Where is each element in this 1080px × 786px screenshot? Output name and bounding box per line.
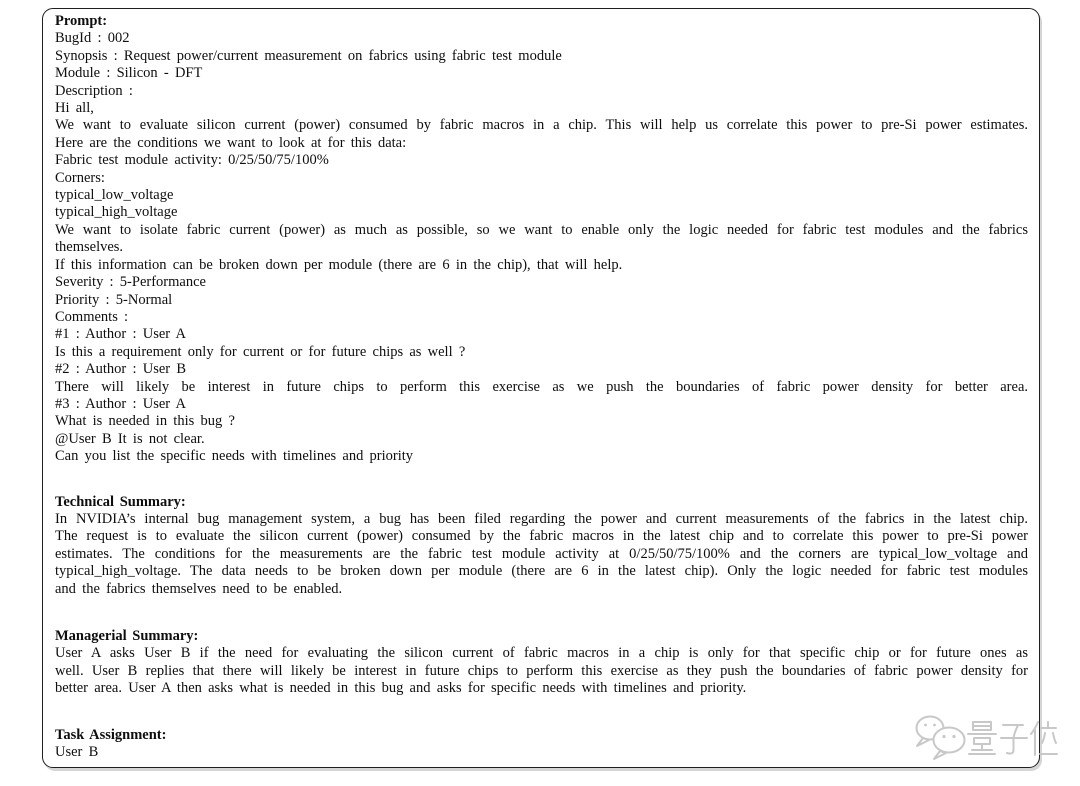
technical-summary-line: estimates. The conditions for the measurements are the fabric test module activity at 0/25/50/75/100% and the corners are typical_low_voltage and — [55, 545, 1028, 562]
prompt-line: Hi all, — [55, 100, 94, 117]
technical-summary-line: and the fabrics themselves need to be enabled. — [55, 580, 343, 597]
prompt-line: Comments : — [55, 308, 129, 325]
prompt-line: Severity : 5-Performance — [55, 274, 206, 291]
prompt-line: #3 : Author : User A — [55, 395, 187, 412]
technical-summary-heading: Technical Summary: — [55, 493, 186, 510]
technical-summary-line: In NVIDIA’s internal bug management system, a bug has been filed regarding the power and current measurements of the fabrics in the latest chip. — [55, 510, 1028, 527]
prompt-line: #2 : Author : User B — [55, 361, 187, 378]
prompt-line: Here are the conditions we want to look at for this data: — [55, 134, 407, 151]
section-managerial-summary — [55, 628, 1028, 698]
prompt-line: Priority : 5-Normal — [55, 291, 173, 308]
prompt-line: Is this a requirement only for current or for future chips as well ? — [55, 343, 466, 360]
section-technical-summary — [55, 494, 1028, 598]
task-assignment-heading: Task Assignment: — [55, 726, 167, 743]
prompt-line: typical_low_voltage — [55, 187, 174, 204]
prompt-line: typical_high_voltage — [55, 204, 178, 221]
prompt-line: Description : — [55, 82, 133, 99]
managerial-summary-line: User A asks User B if the need for evaluating the silicon current of fabric macros in a chip is only for that specific chip or for future ones as — [55, 645, 1028, 662]
prompt-line: There will likely be interest in future chips to perform this exercise as we push the boundaries of fabric power density for better area. — [55, 378, 1028, 395]
section-prompt — [55, 13, 1028, 466]
prompt-line: What is needed in this bug ? — [55, 413, 235, 430]
prompt-line: Module : Silicon - DFT — [55, 65, 203, 82]
prompt-line: Can you list the specific needs with timelines and priority — [55, 448, 414, 465]
section-task-assignment — [55, 727, 1028, 762]
prompt-line: Synopsis : Request power/current measurement on fabrics using fabric test module — [55, 47, 562, 64]
technical-summary-line: The request is to evaluate the silicon current (power) consumed by the fabric macros in the latest chip and to correlate this power to pre-Si power — [55, 528, 1028, 545]
technical-summary-line: typical_high_voltage. The data needs to be broken down per module (there are 6 in the latest chip). Only the logic needed for fabric test modules — [55, 563, 1028, 580]
prompt-line: If this information can be broken down per module (there are 6 in the chip), that will help. — [55, 256, 623, 273]
prompt-heading: Prompt: — [55, 13, 108, 29]
managerial-summary-heading: Managerial Summary: — [55, 628, 199, 644]
prompt-line: Fabric test module activity: 0/25/50/75/100% — [55, 152, 329, 169]
prompt-line: @User B It is not clear. — [55, 430, 205, 447]
prompt-line: themselves. — [55, 239, 124, 256]
prompt-line: We want to evaluate silicon current (power) consumed by fabric macros in a chip. This will help us correlate this power to pre-Si power estimates. — [55, 117, 1028, 134]
bug-report-card — [42, 8, 1040, 768]
prompt-line: BugId : 002 — [55, 30, 130, 47]
task-assignee: User B — [55, 744, 99, 761]
managerial-summary-line: better area. User A then asks what is needed in this bug and asks for specific needs with timelines and priority. — [55, 680, 747, 697]
prompt-line: We want to isolate fabric current (power) as much as possible, so we want to enable only the logic needed for fabric test modules and the fabrics — [55, 221, 1028, 238]
prompt-line: #1 : Author : User A — [55, 326, 187, 343]
managerial-summary-line: well. User B replies that there will likely be interest in future chips to perform this exercise as they push the boundaries of fabric power density for — [55, 662, 1028, 679]
prompt-line: Corners: — [55, 169, 105, 186]
